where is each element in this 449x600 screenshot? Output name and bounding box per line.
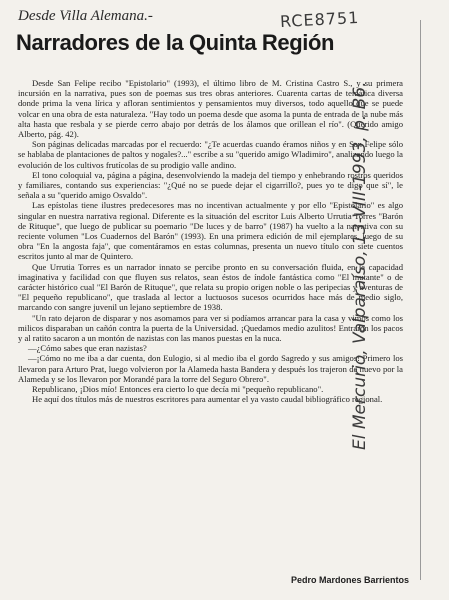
section-label: Desde Villa Alemana.- [18,8,153,24]
dialogue-line: —¿Cómo sabes que eran nazistas? [28,343,147,354]
paragraph: Desde San Felipe recibo "Epistolario" (1993), el último libro de M. Cristina Castro S., y su primera incursión en la narrativa, pues son de poemas sus tres obras anteriores. Cuarenta cartas de temática diversa donde prima la vena lírica y afloran sentimientos y pensamientos muy diversos, todo aquello que se puede volcar en una obra de esta naturaleza. "Hay todo un poema desde que asoma la punta de entrada de la nube más alta hasta que resbala y se pierde cerro abajo por detrás de los álamos que orillean el río". (Querido amigo Alberto, pág. 42). [18,78,403,140]
article-headline: Narradores de la Quinta Región [16,30,335,55]
paragraph: Que Urrutia Torres es un narrador innato se percibe pronto en su conversación fluida, en la capacidad imaginativa y facilidad con que fluyen sus relatos, sean éstos de índole fantástica como "El mutante" o de carácter histórico cual "El Barón de Rituque", que relata su propio origen noble o las peripecias y aventuras de "El pequeño republicano", que traslada al lector a luctuosos sucesos ocurridos hace más de medio siglo, marcando con sangre juvenil un lejano septiembre de 1938. [18,261,403,313]
reference-code-stamp: RCE8751 [279,7,360,32]
paragraph: Las epístolas tiene ilustres predecesores mas no incentivan actualmente y por ello "Epistolario" es algo singular en nuestra narrativa regional. Diferente es la situación del escritor Luis Alberto Urrutia Torres "Barón de Rituque", que luego de publicar su poemario "De luces y de barro" (1987) ha vuelto a la narrativa con su reciente volumen "Los Cuadernos del Barón" (1993). En una primera edición de mil ejemplares, luego de su obra "En la angosta faja", que comentáramos en estas columnas, presenta un nuevo título con siete cuentos escritos junto al mar de Quintero. [18,200,403,262]
dialogue-line: —¡Cómo no me iba a dar cuenta, don Eulogio, si al medio iba el gordo Sagredo y sus amigos! Primero los llevaron para Arturo Prat, luego volvieron por la Alameda hasta Bandera y después los trajeron de nuevo por la Alameda y se los llevaron por Morandé para la torre del Seguro Obrero". [18,353,403,384]
paragraph: El tono coloquial va, página a página, desenvolviendo la madeja del tiempo y enhebrando rostros queridos y familiares, contando sus experiencias: "¿Qué no se puede dejar el cigarrillo?, pues yo te digo que sí", le señala a su "querido amigo Osvaldo". [18,169,403,201]
handwritten-source-note: El Mercurio, Valparaíso, 13-VIII-1993, p. B6. [350,81,370,450]
paragraph: Republicano, ¡Dios mío! Entonces era cierto lo que decía mi "pequeño republicano". [32,384,324,395]
author-byline: Pedro Mardones Barrientos [290,575,409,585]
margin-rule [420,20,421,580]
paragraph: He aquí dos títulos más de nuestros escritores para aumentar el ya vasto caudal bibliográfico regional. [32,394,383,405]
article-body [18,78,403,578]
paragraph: "Un rato dejaron de disparar y nos asomamos para ver si podíamos arrancar para la casa y vimos como los milicos disparaban un cañón contra la puerta de la Universidad. ¡Quedamos medio azulitos! Entraron los pacos y al ratito sacaron a un montón de nazistas con las manos puestas en la nuca. [18,312,403,344]
paragraph: Son páginas delicadas marcadas por el recuerdo: "¿Te acuerdas cuando éramos niños y en San Felipe sólo se hablaba de plantaciones de paltos y nogales?..." escribe a su "querido amigo Wladimiro", analizando luego la evolución de los cultivos frutícolas de su prodigio valle andino. [18,139,403,170]
